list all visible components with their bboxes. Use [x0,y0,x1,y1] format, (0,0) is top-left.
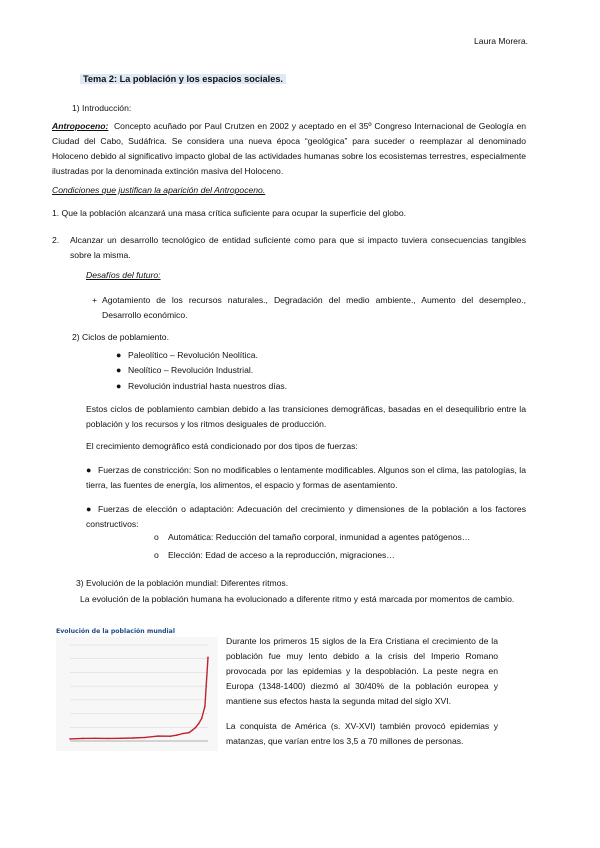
sub-item: o Elección: Edad de acceso a la reproducción, migraciones… [154,548,395,563]
fuerzas-intro: El crecimiento demográfico está condicionado por dos tipos de fuerzas: [86,441,358,451]
fuerza-constriccion: ● Fuerzas de constricción: Son no modificables o lentamente modificables. Algunos son el clima, las patologías, la tierra, las fuentes de energía, los alimentos, el espacio y formas de asentamiento. [86,465,526,490]
chart-background [56,637,218,751]
sub-item: o Automática: Reducción del tamaño corporal, inmunidad a agentes patógenos… [154,530,470,545]
chart-data-point [195,727,197,729]
chart-data-point [182,733,184,735]
desafios-text: Agotamiento de los recursos naturales., Degradación del medio ambiente., Aumento del desempleo., Desarrollo económico. [102,295,526,320]
desafios-heading: Desafíos del futuro: [86,270,161,280]
section-2-heading: 2) Ciclos de poblamiento. [72,332,169,342]
bullet-icon: ● [116,350,122,360]
conditions-heading: Condiciones que justifican la aparición del Antropoceno. [52,185,266,195]
chart-data-point [107,738,109,740]
antropoceno-term: Antropoceno: [52,121,109,131]
chart-data-point [82,738,84,740]
list-item: ● Neolítico – Revolución Industrial. [116,363,253,378]
circle-bullet-icon: o [154,550,159,560]
bullet-icon: ● [86,504,92,514]
chart-data-point [119,738,121,740]
chart-data-point [176,734,178,736]
antropoceno-paragraph [52,119,526,179]
fuerza-eleccion: ● Fuerzas de elección o adaptación: Adecuación del crecimiento y dimensiones de la población a los factores constructivos: [86,504,526,529]
chart-data-point [207,657,209,659]
chart-data-point [192,729,194,731]
antropoceno-definition: Concepto acuñado por Paul Crutzen en 2002 y aceptado en el 35º Congreso Internacional de Geología en Ciudad del Cabo, Sudáfrica. Se considera una nueva época “geológica” para suceder o reemplazar al denominado Holoceno debido al significativo impacto global de las actividades humanas sobre los ecosistemas terrestres, especialmente ilustradas por la denominada extinción masiva del Holoceno. [52,121,526,176]
author-name: Laura Morera. [474,36,528,46]
bullet-icon: ● [86,465,92,475]
chart-data-point [201,718,203,720]
chart-data-point [145,737,147,739]
chart-data-point [188,732,190,734]
ciclos-paragraph: Estos ciclos de poblamiento cambian debido a las transiciones demográficas, basadas en el desequilibrio entre la población y los recursos y los ritmos desiguales de producción. [86,404,526,429]
document-title: Tema 2: La población y los espacios sociales. [80,74,286,84]
list-item: ● Revolución industrial hasta nuestros días. [116,379,287,394]
list-item: ● Paleolítico – Revolución Neolítica. [116,348,258,363]
chart-data-point [170,735,172,737]
chart-data-point [94,738,96,740]
bullet-icon: ● [116,381,122,391]
chart-data-point [204,706,206,708]
condition-2: Alcanzar un desarrollo tecnológico de entidad suficiente como para que si impacto tuviera consecuencias tangibles sobre la misma. [70,235,526,260]
section-3-heading: 3) Evolución de la población mundial: Diferentes ritmos. [76,578,289,588]
chart-data-point [198,723,200,725]
population-chart [56,628,218,752]
section-1-heading: 1) Introducción: [72,103,132,113]
section-3-paragraph-2: La conquista de América (s. XV-XVI) también provocó epidemias y matanzas, que varían entre los 3,5 a 70 millones de personas. [226,721,498,746]
bullet-icon: ● [116,365,122,375]
chart-data-point [69,738,71,740]
condition-1: 1. Que la población alcanzará una masa crítica suficiente para ocupar la superficie del globo. [52,208,406,218]
chart-data-point [157,735,159,737]
chart-plot [56,637,218,751]
condition-2-number: 2. [52,235,60,245]
section-3-intro: La evolución de la población humana ha evolucionado a diferente ritmo y está marcada por momentos de cambio. [80,594,515,604]
circle-bullet-icon: o [154,532,159,542]
chart-title: Evolución de la población mundial [56,628,175,635]
desafios-mark: + [92,295,98,305]
section-3-paragraph-1: Durante los primeros 15 siglos de la Era Cristiana el crecimiento de la población fue muy lento debido a la crisis del Imperio Romano provocada por las epidemias y la despoblación. La peste negra en Europa (1348-1400) diezmó al 30/40% de la población europea y mantiene sus efectos hasta la segunda mitad del siglo XVI. [226,636,498,706]
chart-data-point [132,737,134,739]
